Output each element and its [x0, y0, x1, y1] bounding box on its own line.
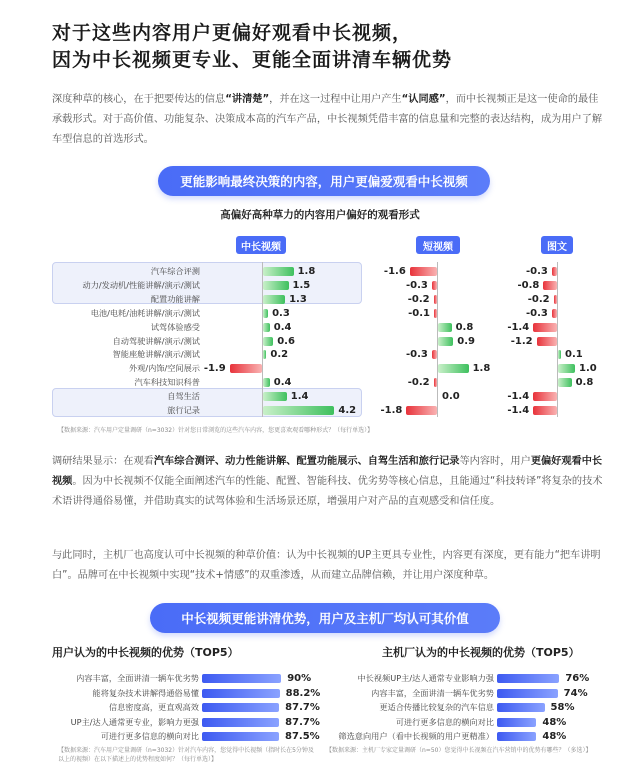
top5-user-value: 87.7%: [285, 716, 320, 728]
banner-decision-content: 更能影响最终决策的内容，用户更偏爱观看中长视频: [158, 166, 490, 196]
chart-value-text: -0.3: [526, 266, 548, 277]
oem-paragraph: 与此同时，主机厂也高度认可中长视频的种草价值：认为中长视频的UP主更具专业性，内容更有深度，更有能力“把车讲明白”。品牌可在中长视频中实现“技术+情感”的双重渗透，从而建立品牌信赖，并让用户深度种草。: [52, 550, 601, 581]
top5-oem-bar: [497, 689, 558, 698]
chart-value-text: -0.2: [527, 293, 550, 305]
chart-bar-long: [263, 378, 270, 387]
top5-user-value: 88.2%: [285, 687, 321, 699]
chart-bar-short: [406, 406, 437, 415]
intro-paragraph: [52, 90, 604, 150]
chart-bar-long: [263, 392, 287, 401]
chart-bar-long: [263, 406, 334, 415]
top5-oem-label: 内容丰富，全面讲清一辆车优劣势: [371, 687, 494, 698]
chart-bar-text: [558, 378, 572, 387]
chart-bar-long: [263, 309, 268, 318]
top5-user-bar: [202, 718, 279, 727]
chart-row-label: 自驾生活: [167, 391, 200, 402]
chart-value-text: -0.3: [526, 307, 548, 319]
oem-top5-title: 主机厂认为的中长视频的优势（TOP5）: [382, 646, 580, 659]
chart-row-label: 自动驾驶讲解/演示/测试: [112, 335, 200, 346]
chart-value-long: 1.4: [290, 391, 309, 403]
user-top5-title: 用户认为的中长视频的优势（TOP5）: [52, 646, 239, 659]
chart-value-short: -0.2: [407, 293, 430, 305]
top5-oem-bar: [497, 674, 559, 683]
axis-image-text: [557, 262, 558, 417]
chart-value-short: -0.3: [406, 279, 428, 291]
chart-bar-short: [434, 378, 437, 387]
top5-oem-value: 74%: [563, 687, 588, 699]
top5-oem-bar: [497, 732, 536, 741]
top5-oem-value: 48%: [542, 731, 567, 742]
chart-value-short: 1.8: [472, 363, 491, 375]
top5-user-value: 87.7%: [285, 702, 320, 713]
chart-row-label: 智能座舱讲解/演示/测试: [112, 349, 200, 360]
findings-text-3: 。因为中长视频不仅能全面阐述汽车的性能、配置、智能科技、优劣势等核心信息，且能通过“科技转译”将复杂的技术术语讲得通俗易懂，并借助真实的试驾体验和生活场景还原，增强用户对产品的直观感受和信任度。: [52, 476, 603, 507]
intro-text-1: 深度种草的核心，在于把要传达的信息: [52, 94, 226, 105]
chart-row-label: 电池/电耗/油耗讲解/演示/测试: [90, 307, 200, 318]
chart-value-text: 1.0: [579, 363, 597, 375]
top5-user-value: 90%: [287, 673, 312, 684]
chart-value-short: -0.1: [408, 307, 430, 319]
intro-quote-2: “认同感”: [401, 94, 446, 105]
column-long-video: 中长视频: [236, 236, 286, 254]
chart-value-short: -0.2: [407, 377, 430, 389]
chart-bar-short: [432, 350, 437, 359]
chart-bar-short: [438, 323, 452, 332]
chart-value-text: -1.4: [507, 405, 530, 416]
chart-bar-text: [537, 337, 557, 346]
chart-bar-long: [263, 337, 273, 346]
chart-row-label: 试驾体验感受: [150, 321, 200, 332]
findings-paragraph: [52, 452, 604, 512]
top5-oem-value: 58%: [550, 702, 575, 713]
top5-oem-label: 更适合传播比较复杂的汽车信息: [379, 702, 494, 712]
chart-bar-long: [263, 323, 270, 332]
chart-value-text: -1.4: [507, 391, 530, 403]
column-short-video: 短视频: [416, 236, 460, 254]
chart-value-short: 0.0: [442, 391, 460, 403]
findings-highlight-2: 更偏好观看中长视频: [52, 456, 603, 487]
top5-user-label: UP主/达人通常更专业，影响力更强: [70, 716, 199, 727]
chart-value-text: -1.2: [510, 335, 533, 347]
chart-bar-short: [438, 364, 469, 373]
chart-bar-text: [543, 281, 557, 290]
top5-user-label: 信息密度高，更直观高效: [108, 702, 199, 712]
user-top5-source: 【数据来源：汽车用户定量调研（n=3032）针对汽车内容，您觉得中长视频（指时长在5分钟及以上的视频）在以下描述上的优势程度如何？（每行单选）】: [58, 747, 314, 763]
chart-bar-text: [558, 364, 575, 373]
chart-value-long: 1.8: [297, 266, 316, 277]
chart-row-label: 配置功能讲解: [150, 293, 200, 304]
chart-bar-short: [434, 295, 437, 304]
top5-oem-label: 中长视频UP主/达人通常专业影响力强: [357, 673, 494, 683]
chart-value-text: 0.1: [565, 349, 583, 361]
chart-value-long: 1.3: [289, 293, 307, 305]
chart-value-short: -1.6: [383, 266, 406, 277]
intro-text-2: ，并在这一过程中让用户产生: [269, 94, 402, 105]
chart-bar-text: [554, 295, 557, 304]
title-line-1: 对于这些内容用户更偏好观看中长视频，: [52, 22, 413, 44]
chart-value-short: -1.8: [380, 405, 403, 416]
chart-value-long: 1.5: [292, 279, 311, 291]
chart-value-long: 0.3: [272, 307, 290, 319]
chart-bar-long: [230, 364, 262, 373]
chart-bar-text: [552, 309, 557, 318]
top5-oem-label: 可进行更多信息的横向对比: [395, 716, 494, 727]
chart-value-short: 0.9: [457, 335, 476, 347]
chart-bar-text: [552, 267, 557, 276]
top5-user-label: 可进行更多信息的横向对比: [100, 731, 199, 741]
chart-value-long: 0.4: [273, 321, 292, 333]
page-title: [52, 20, 612, 74]
chart-bar-long: [263, 267, 294, 276]
chart-bar-long: [263, 295, 285, 304]
findings-highlight-1: 汽车综合测评、动力性能讲解、配置功能展示、自驾生活和旅行记录: [153, 456, 460, 467]
intro-text-3: ，而中长视频正是这一使命的最佳承载形式。对于高价值、功能复杂、决策成本高的汽车产品，中长视频凭借丰富的信息量和完整的表达结构，成为用户了解车型信息的首选形式。: [52, 94, 603, 145]
top5-user-value: 87.5%: [285, 731, 320, 742]
chart-source: 【数据来源：汽车用户定量调研（n=3032）针对您日常浏览的这些汽车内容，您更喜欢观看哪种形式？（每行单选）】: [58, 427, 374, 434]
column-image-text: 图文: [541, 236, 573, 254]
top5-user-bar: [202, 732, 279, 741]
top5-oem-label: 筛选意向用户（看中长视频的用户更精准）: [338, 731, 494, 741]
chart-row-label: 外观/内饰/空间展示: [128, 363, 200, 374]
title-line-2: 因为中长视频更专业、更能全面讲清车辆优势: [52, 49, 453, 71]
top5-user-label: 能将复杂技术讲解得通俗易懂: [92, 687, 199, 698]
chart-value-long: -1.9: [203, 363, 226, 375]
chart-value-long: 0.6: [277, 335, 295, 347]
top5-oem-bar: [497, 718, 536, 727]
top5-oem-bar: [497, 703, 545, 712]
oem-top5-source: 【数据来源：主机厂专家定量调研（n=50）您觉得中长视频在汽车营销中的优势有哪些？（多选）】: [326, 747, 592, 754]
chart-bar-long: [263, 281, 289, 290]
chart-value-short: 0.8: [455, 321, 474, 333]
chart-value-short: -0.3: [406, 349, 428, 361]
chart-bar-short: [410, 267, 437, 276]
findings-text-2: 等内容时，用户: [459, 456, 531, 467]
chart-bar-text: [533, 323, 557, 332]
chart-row-label: 汽车科技知识科普: [134, 377, 200, 388]
top5-oem-value: 76%: [565, 673, 590, 684]
findings-text-1: 调研结果显示：在观看: [52, 456, 154, 467]
intro-quote-1: “讲清楚”: [225, 94, 270, 105]
chart-bar-text: [533, 406, 557, 415]
chart-value-long: 0.4: [273, 377, 292, 389]
chart-bar-short: [438, 337, 453, 346]
chart-row-label: 汽车综合评测: [150, 266, 200, 276]
chart-value-long: 4.2: [338, 405, 357, 416]
chart-row-label: 动力/发动机/性能讲解/演示/测试: [82, 279, 200, 290]
chart-bar-text: [558, 350, 561, 359]
banner-advantages: 中长视频更能讲清优势，用户及主机厂均认可其价值: [150, 603, 500, 633]
top5-user-bar: [202, 674, 281, 683]
chart-value-text: 0.8: [575, 377, 594, 389]
chart-value-text: -0.8: [517, 279, 540, 291]
top5-user-bar: [202, 703, 279, 712]
chart-value-text: -1.4: [507, 321, 530, 333]
top5-oem-value: 48%: [542, 716, 567, 728]
chart-bar-short: [434, 309, 437, 318]
chart-row-label: 旅行记录: [167, 405, 200, 415]
chart-bar-text: [533, 392, 557, 401]
chart-value-long: 0.2: [270, 349, 289, 361]
chart-bar-short: [432, 281, 437, 290]
top5-user-bar: [202, 689, 280, 698]
chart-bar-long: [263, 350, 266, 359]
chart-title: 高偏好高种草力的内容用户偏好的观看形式: [220, 209, 420, 221]
top5-user-label: 内容丰富，全面讲清一辆车优劣势: [76, 673, 199, 683]
